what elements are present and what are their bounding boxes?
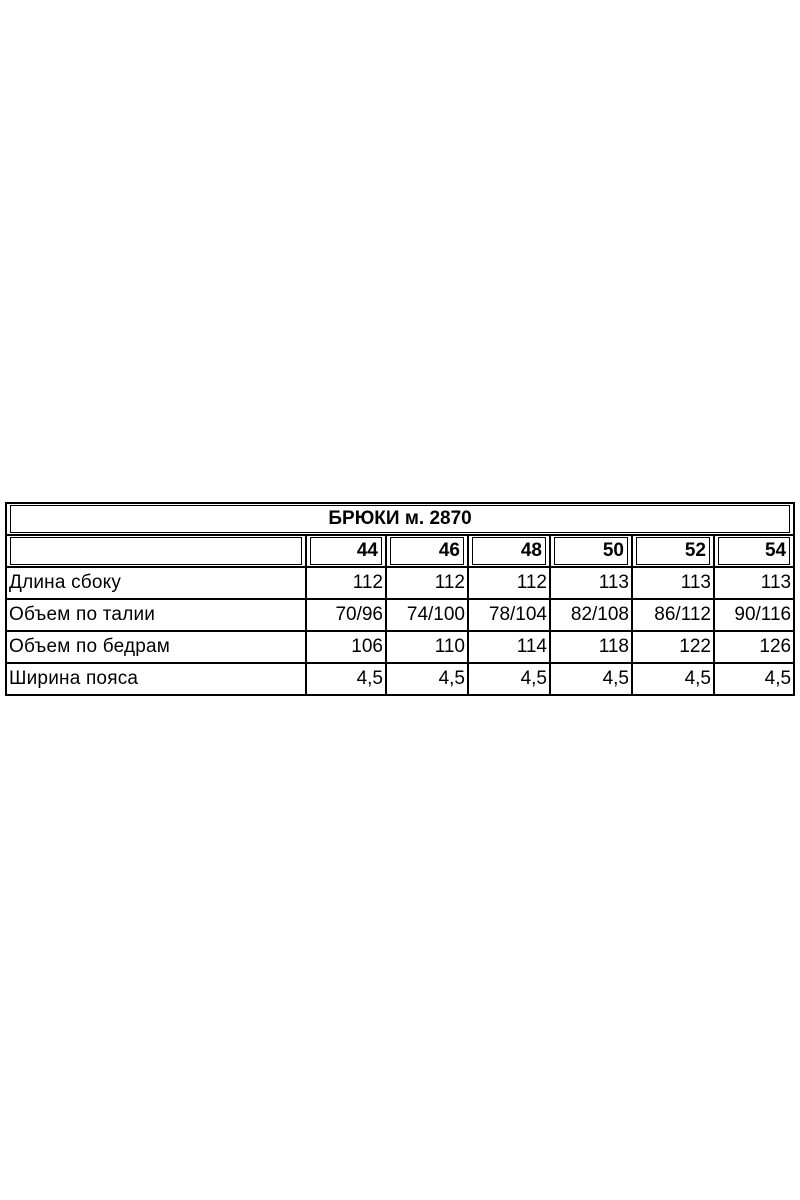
header-corner <box>10 537 302 565</box>
table-cell: 126 <box>715 632 795 664</box>
table-row <box>7 664 795 696</box>
table-cell: 4,5 <box>307 664 387 696</box>
size-header: 44 <box>310 537 382 565</box>
row-label: Длина сбоку <box>7 568 307 600</box>
table-cell: 113 <box>715 568 795 600</box>
table-cell: 110 <box>387 632 469 664</box>
row-label: Объем по бедрам <box>7 632 307 664</box>
table-row <box>7 600 795 632</box>
table-cell: 74/100 <box>387 600 469 632</box>
size-header-cell <box>469 536 551 568</box>
table-cell: 118 <box>551 632 633 664</box>
size-header: 52 <box>636 537 710 565</box>
row-label: Объем по талии <box>7 600 307 632</box>
size-header-cell <box>307 536 387 568</box>
size-header: 54 <box>718 537 790 565</box>
size-chart <box>5 502 793 696</box>
row-label: Ширина пояса <box>7 664 307 696</box>
table-cell: 82/108 <box>551 600 633 632</box>
table-row <box>7 568 795 600</box>
table-row <box>7 632 795 664</box>
size-header-cell <box>387 536 469 568</box>
table-cell: 4,5 <box>387 664 469 696</box>
size-header: 46 <box>390 537 464 565</box>
size-header-cell <box>633 536 715 568</box>
table-cell: 78/104 <box>469 600 551 632</box>
table-cell: 4,5 <box>715 664 795 696</box>
table-cell: 4,5 <box>551 664 633 696</box>
table-cell: 122 <box>633 632 715 664</box>
table-cell: 112 <box>469 568 551 600</box>
title-row <box>7 504 795 536</box>
table-title: БРЮКИ м. 2870 <box>10 505 790 533</box>
table-cell: 90/116 <box>715 600 795 632</box>
size-header: 50 <box>554 537 628 565</box>
table-cell: 113 <box>633 568 715 600</box>
table-cell: 112 <box>387 568 469 600</box>
table-title-cell <box>7 504 795 536</box>
size-header-row <box>7 536 795 568</box>
table-cell: 70/96 <box>307 600 387 632</box>
table-cell: 4,5 <box>633 664 715 696</box>
size-header-cell <box>715 536 795 568</box>
table-cell: 112 <box>307 568 387 600</box>
table-cell: 114 <box>469 632 551 664</box>
table-cell: 86/112 <box>633 600 715 632</box>
header-corner-cell <box>7 536 307 568</box>
table-cell: 113 <box>551 568 633 600</box>
size-header: 48 <box>472 537 546 565</box>
size-table <box>5 502 795 696</box>
table-cell: 106 <box>307 632 387 664</box>
table-cell: 4,5 <box>469 664 551 696</box>
size-header-cell <box>551 536 633 568</box>
